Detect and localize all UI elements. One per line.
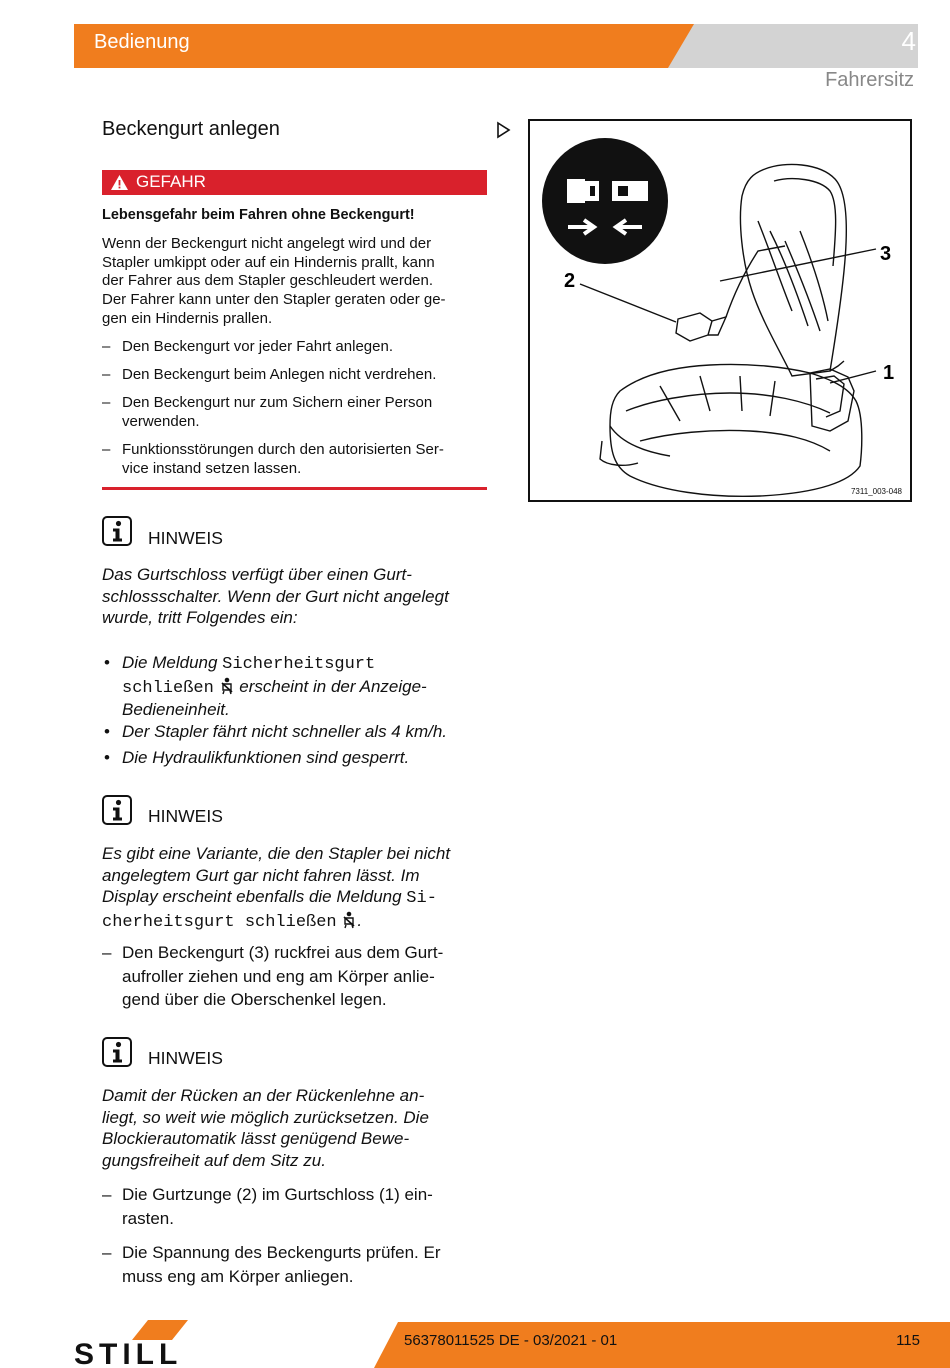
note-bullet-item [102,747,492,769]
note-text [102,843,492,933]
list-item-text: Den Beckengurt beim Anlegen nicht verdrehen. [122,366,437,383]
message-text: Si- [406,889,437,908]
message-text: schließen [122,678,214,698]
info-icon [102,1037,132,1067]
text-line: gend über die Oberschenkel legen. [122,990,387,1009]
callout-2: 2 [564,270,576,292]
note-text [102,564,492,629]
danger-list-item [102,338,487,357]
bullet-marker: • [104,722,110,741]
page-number: 115 [896,1332,920,1349]
seat-figure [528,119,912,502]
danger-headline: Lebensgefahr beim Fahren ohne Beckengurt! [102,207,415,223]
text-line: Stapler umkippt oder auf ein Hindernis prallt, kann [102,253,435,271]
text-line: Die Hydraulikfunktionen sind gesperrt. [122,748,410,767]
page-title: Beckengurt anlegen [102,118,280,140]
text-line: Das Gurtschloss verfügt über einen Gurt- [102,565,412,584]
list-item-text: Funktionsstörungen durch den autorisierten Ser- [122,441,444,458]
still-logo-accent [132,1320,188,1340]
text-line: Wenn der Beckengurt nicht angelegt wird und der [102,235,432,252]
dash-marker: – [102,338,111,355]
text-line: Bedieneinheit. [122,700,230,719]
dash-marker: – [102,441,111,458]
text-line: liegt, so weit wie möglich zurücksetzen. Die [102,1107,429,1127]
bullet-marker: • [104,748,110,767]
callout-3: 3 [880,243,892,265]
text-span: erscheint in der Anzeige- [234,676,427,696]
text-line: Es gibt eine Variante, die den Stapler bei nicht [102,844,451,863]
text-line: Die Spannung des Beckengurts prüfen. Er [122,1243,441,1262]
note-text [102,1085,492,1171]
danger-text [102,235,487,329]
callout-1: 1 [883,362,895,384]
bullet-marker: • [104,653,110,672]
danger-end-rule [102,487,487,490]
text-line: aufroller ziehen und eng am Körper anlie- [122,966,435,986]
text-line: gen ein Hindernis prallen. [102,309,273,327]
list-item-text: Den Beckengurt vor jeder Fahrt anlegen. [122,338,393,355]
note-heading: HINWEIS [148,1048,223,1068]
step-item [102,941,487,1012]
text-line: der Fahrer aus dem Stapler geschleudert werden. [102,272,434,290]
still-logo [74,1340,234,1368]
chapter-number: 4 [901,26,916,56]
seat-illustration [530,121,910,500]
danger-list-item [102,441,487,478]
text-line: Die Gurtzunge (2) im Gurtschloss (1) ein- [122,1185,433,1204]
text-line: Blockierautomatik lässt genügend Bewe- [102,1129,410,1148]
danger-label: GEFAHR [136,172,206,191]
dash-marker: – [102,366,111,383]
danger-banner [102,170,487,195]
dash-marker: – [102,1185,112,1204]
triangle-arrow-icon [496,121,512,139]
seatbelt-icon [341,911,357,929]
text-line: rasten. [122,1208,174,1228]
info-icon [102,516,132,546]
subsection-title: Fahrersitz [825,69,914,91]
info-icon [102,795,132,825]
step-item [102,1183,487,1230]
note-heading: HINWEIS [148,806,223,826]
dash-marker: – [102,1243,112,1262]
danger-list-item [102,394,487,431]
message-text: cherheitsgurt schließen [102,912,337,932]
note-bullet-item [102,652,492,721]
text-span: Die Meldung [122,653,223,672]
note-bullet-item [102,721,492,743]
document-info: 56378011525 DE - 03/2021 - 01 [404,1332,618,1349]
dash-marker: – [102,394,111,411]
text-line: wurde, tritt Folgendes ein: [102,608,298,627]
step-item [102,1241,487,1288]
dash-marker: – [102,943,112,962]
text-line: angelegtem Gurt gar nicht fahren lässt. Im [102,865,420,885]
warning-icon [110,174,129,191]
text-line: Der Stapler fährt nicht schneller als 4 km/h. [122,722,448,741]
text-line: gungsfreiheit auf dem Sitz zu. [102,1150,326,1170]
text-line: Damit der Rücken an der Rückenlehne an- [102,1086,425,1105]
list-item-text: vice instand setzen lassen. [122,459,302,477]
text-line: muss eng am Körper anliegen. [122,1266,354,1286]
seatbelt-icon [219,677,235,695]
seatbelt-symbol-icon [542,138,668,264]
list-item-text: Den Beckengurt nur zum Sichern einer Person [122,394,433,411]
header-section-title: Bedienung [94,31,190,53]
list-item-text: verwenden. [122,412,200,430]
text-span: Display erscheint ebenfalls die Meldung [102,887,407,906]
still-logo-text: STILL [74,1340,183,1368]
note-heading: HINWEIS [148,528,223,548]
text-span: . [357,910,363,930]
danger-list-item [102,366,487,385]
message-text: Sicherheitsgurt [222,655,376,674]
figure-reference: 7311_003-048 [850,487,902,496]
text-line: schlossschalter. Wenn der Gurt nicht angelegt [102,586,449,606]
text-line: Der Fahrer kann unter den Stapler geraten oder ge- [102,291,446,309]
text-line: Den Beckengurt (3) ruckfrei aus dem Gurt- [122,943,444,962]
